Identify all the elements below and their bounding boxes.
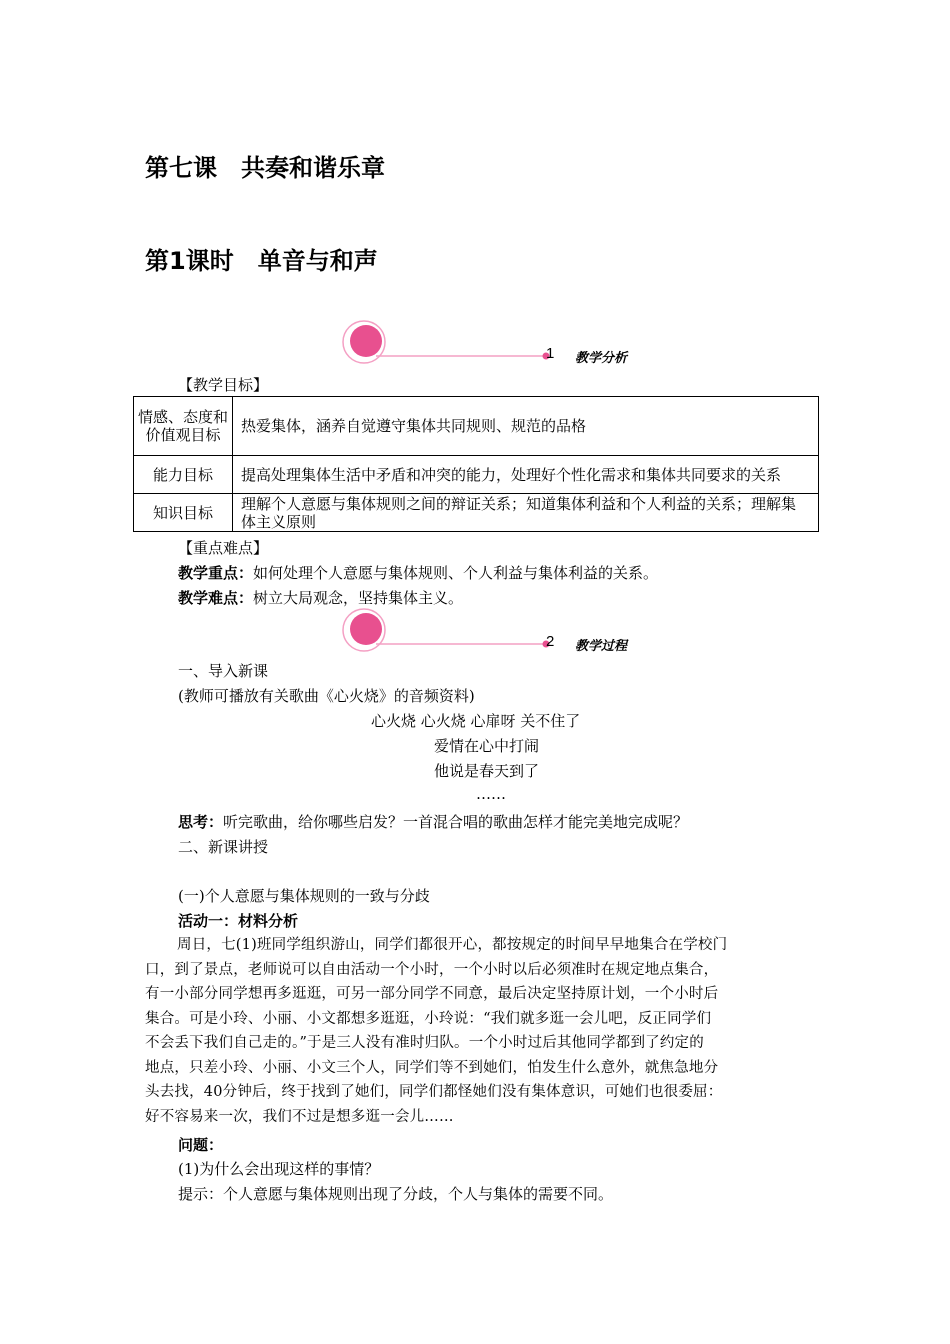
goal-value: 理解个人意愿与集体规则之间的辩证关系；知道集体利益和个人利益的关系；理解集体主义原则 [233, 494, 819, 532]
question-label: 问题： [178, 1136, 224, 1154]
focus-label: 教学重点： [178, 564, 254, 582]
goal-value: 提高处理集体生活中矛盾和冲突的能力，处理好个性化需求和集体共同要求的关系 [233, 456, 819, 494]
think-line [178, 812, 688, 832]
new-lesson-heading: 二、新课讲授 [178, 838, 269, 856]
goal-key: 情感、态度和价值观目标 [134, 397, 233, 456]
difficulty-label: 教学难点： [178, 589, 254, 607]
difficulty-text: 树立大局观念，坚持集体主义。 [253, 589, 464, 607]
intro-note: (教师可播放有关歌曲《心火烧》的音频资料) [178, 687, 475, 705]
story-line: 不会丢下我们自己走的。”于是三人没有准时归队。一个小时过后其他同学都到了约定的 [145, 1035, 704, 1051]
story-line: 头去找，40分钟后，终于找到了她们，同学们都怪她们没有集体意识，可她们也很委屈： [145, 1084, 723, 1100]
section-label-2: 教学过程 [575, 639, 628, 654]
story-line: 地点，只差小玲、小丽、小文三个人，同学们等不到她们，怕发生什么意外，就焦急地分 [145, 1059, 719, 1076]
goal-value: 热爱集体，涵养自觉遵守集体共同规则、规范的品格 [233, 397, 819, 456]
story-line: 好不容易来一次，我们不过是想多逛一会儿…… [145, 1108, 454, 1125]
goals-table [133, 396, 819, 532]
story-line: 周日，七(1)班同学组织游山，同学们都很开心，都按规定的时间早早地集合在学校门 [177, 937, 728, 953]
section-label-1: 教学分析 [575, 351, 628, 366]
story-line: 口，到了景点，老师说可以自由活动一个小时，一个小时以后必须准时在规定地点集合， [145, 961, 719, 978]
think-text: 听完歌曲，给你哪些启发？一首混合唱的歌曲怎样才能完美地完成呢？ [223, 813, 689, 831]
goals-heading: 【教学目标】 [178, 376, 269, 394]
table-row [134, 456, 819, 494]
lyric-line: 心火烧 心火烧 心扉呀 关不住了 [371, 712, 581, 730]
table-row [134, 397, 819, 456]
section-number-2: 2 [546, 633, 555, 650]
story-paragraph [145, 933, 807, 1129]
lyric-line: 爱情在心中打闹 [434, 737, 540, 755]
table-row [134, 494, 819, 532]
difficulty-line [178, 588, 463, 608]
lesson-title: 第七课 共奏和谐乐章 [145, 154, 385, 182]
lyric-line: …… [476, 785, 506, 803]
story-line: 集合。可是小玲、小丽、小文都想多逛逛，小玲说：“我们就多逛一会儿吧，反正同学们 [145, 1010, 712, 1027]
question-1: (1)为什么会出现这样的事情？ [178, 1160, 380, 1178]
sub-heading: (一)个人意愿与集体规则的一致与分歧 [178, 887, 430, 905]
hint-text: 提示：个人意愿与集体规则出现了分歧，个人与集体的需要不同。 [178, 1185, 614, 1203]
goal-key: 知识目标 [134, 494, 233, 532]
focus-line [178, 563, 658, 583]
goal-key: 能力目标 [134, 456, 233, 494]
focus-text: 如何处理个人意愿与集体规则、个人利益与集体利益的关系。 [253, 564, 659, 582]
think-label: 思考： [178, 813, 224, 831]
activity-heading: 活动一：材料分析 [178, 912, 299, 930]
period-title: 第1课时 单音与和声 [145, 247, 378, 275]
story-line: 有一小部分同学想再多逛逛，可另一部分同学不同意，最后决定坚持原计划，一个小时后 [145, 986, 719, 1002]
section-number-1: 1 [546, 345, 555, 362]
intro-heading: 一、导入新课 [178, 662, 269, 680]
keypoints-heading: 【重点难点】 [178, 539, 269, 557]
lyric-line: 他说是春天到了 [434, 762, 540, 780]
pink-circle-icon [336, 606, 556, 654]
pink-circle-icon [336, 318, 556, 366]
